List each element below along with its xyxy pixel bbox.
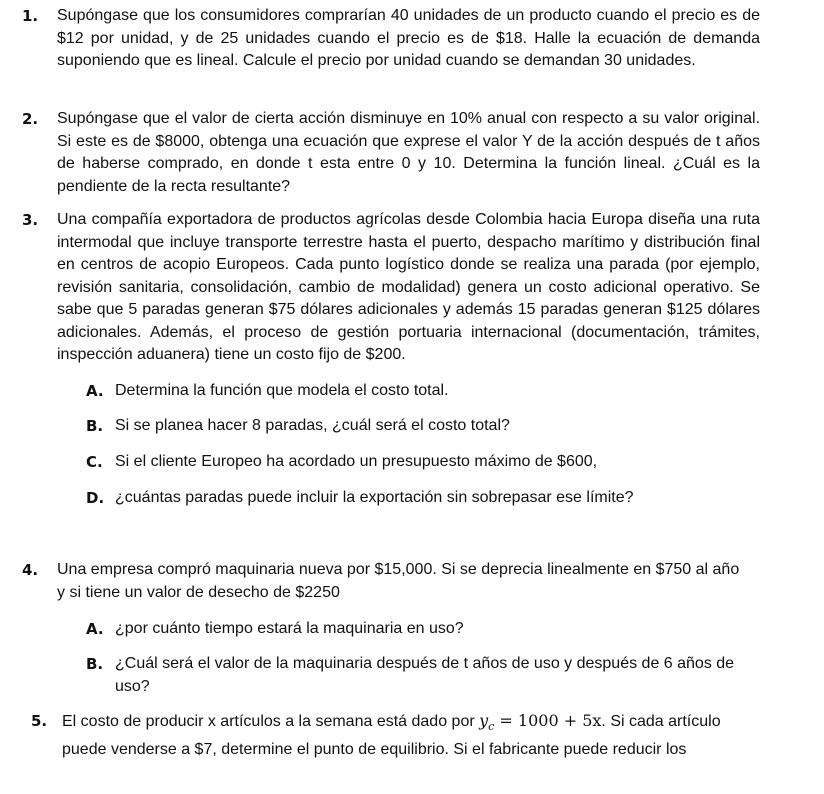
problem-number: 3. bbox=[22, 211, 39, 229]
cost-formula bbox=[479, 711, 602, 734]
problem-text-after: . Si cada artículo puede venderse a $7, determine el punto de equilibrio. Si el fabricante puede reducir los bbox=[62, 713, 721, 758]
problem-text bbox=[62, 710, 762, 761]
subitem-text: Si el cliente Europeo ha acordado un presupuesto máximo de $600, bbox=[115, 453, 598, 470]
problem-text: Supóngase que el valor de cierta acción disminuye en 10% anual con respecto a su valor original. Si este es de $8000, obtenga una ecuación que exprese el valor Y de la acción después de t años de haberse comprado, en donde t esta entre 0 y 10. Determina la función lineal. ¿Cuál es la pendiente de la recta resultante? bbox=[57, 110, 760, 195]
subitem-text: ¿por cuánto tiempo estará la maquinaria en uso? bbox=[115, 620, 464, 637]
problem-text: Una compañía exportadora de productos agrícolas desde Colombia hacia Europa diseña una ruta intermodal que incluye transporte terrestre hasta el puerto, despacho marítimo y distribución final en centros de acopio Europeos. Cada punto logístico donde se realiza una parada (por ejemplo, revisión sanitaria, consolidación, cambio de modalidad) genera un costo adicional operativo. Se sabe que 5 paradas generan $75 dólares adicionales y además 15 paradas generan $125 dólares adicionales. Además, el proceso de gestión portuaria internacional (documentación, trámites, inspección aduanera) tiene un costo fijo de $200. bbox=[57, 211, 760, 363]
subitem-text: Determina la función que modela el costo total. bbox=[115, 382, 449, 399]
subitem-text: Si se planea hacer 8 paradas, ¿cuál será el costo total? bbox=[115, 417, 510, 434]
formula-subscript: c bbox=[488, 720, 495, 734]
problem-text-before: El costo de producir x artículos a la semana está dado por bbox=[62, 713, 475, 730]
problem-number: 5. bbox=[31, 712, 48, 730]
subitem-text: ¿Cuál será el valor de la maquinaria después de t años de uso y después de 6 años de uso? bbox=[115, 655, 735, 695]
formula-expression: = 1000 + 5x bbox=[494, 711, 602, 730]
problem-text: Supóngase que los consumidores comprarían 40 unidades de un producto cuando el precio es de $12 por unidad, y de 25 unidades cuando el precio es de $18. Halle la ecuación de demanda suponiendo que es lineal. Calcule el precio por unidad cuando se demandan 30 unidades. bbox=[57, 7, 760, 69]
problem-number: 2. bbox=[22, 110, 39, 128]
subitem-letter: A. bbox=[86, 620, 104, 638]
subitem-letter: A. bbox=[86, 382, 104, 400]
subitem-letter: C. bbox=[86, 453, 103, 471]
subitem-letter: D. bbox=[86, 489, 105, 507]
problem-text: Una empresa compró maquinaria nueva por $15,000. Si se deprecia linealmente en $750 al año y si tiene un valor de desecho de $2250 bbox=[57, 561, 740, 601]
subitem-text: ¿cuántas paradas puede incluir la exportación sin sobrepasar ese límite? bbox=[115, 489, 634, 506]
formula-variable: y bbox=[479, 711, 489, 730]
subitem-letter: B. bbox=[86, 655, 104, 673]
subitem-letter: B. bbox=[86, 417, 104, 435]
problem-number: 1. bbox=[22, 7, 39, 25]
problem-number: 4. bbox=[22, 561, 39, 579]
